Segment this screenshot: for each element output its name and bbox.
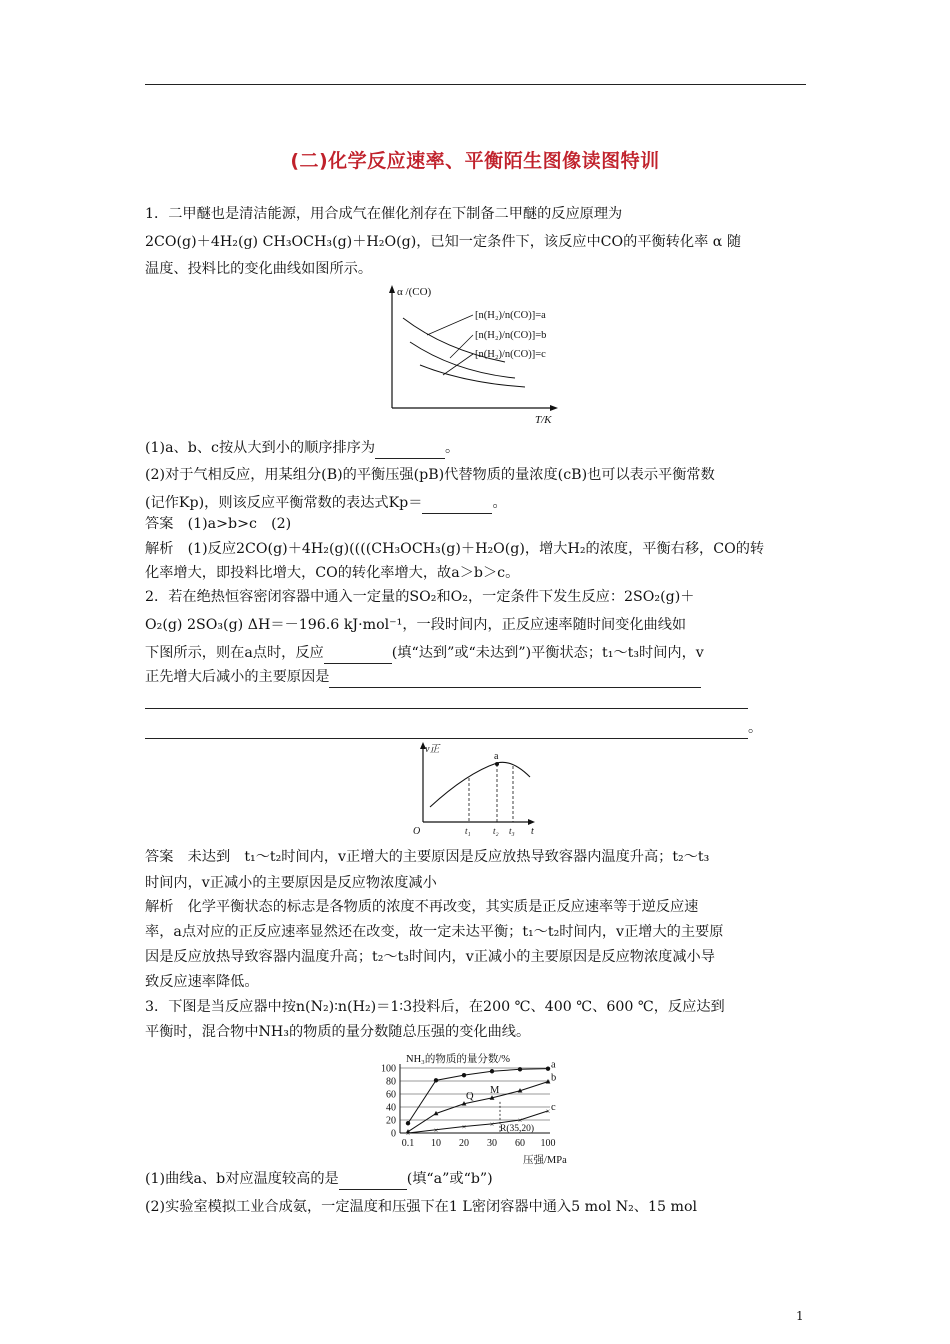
header-rule <box>145 84 806 85</box>
q2-fig-ylabel: v正 <box>425 744 440 755</box>
q1-sub-2b: (记作Kp)，则该反应平衡常数的表达式Kp＝ 。 <box>145 493 507 514</box>
q1-fig-label-b: [n(H₂)/n(CO)]=b <box>475 330 547 341</box>
q1-curve-b <box>410 342 515 378</box>
q1-sub-2a: (2)对于气相反应，用某组分(B)的平衡压强(pB)代替物质的量浓度(cB)也可以表示平衡常数 <box>145 467 715 483</box>
chart-ytick-label: 40 <box>386 1102 396 1114</box>
q2-answer-2: 时间内，v正减小的主要原因是反应物浓度减小 <box>145 875 437 891</box>
q1-answer: 答案 (1)a>b>c (2) <box>145 516 292 532</box>
q2-line-1: 2．若在绝热恒容密闭容器中通入一定量的SO₂和O₂，一定条件下发生反应：2SO₂(g)＋ <box>145 589 695 605</box>
q2-line-2: O₂(g) 2SO₃(g) ΔH＝－196.6 kJ·mol⁻¹，一段时间内，正反应速率随时间变化曲线如 <box>145 617 687 633</box>
chart-xtick-label: 100 <box>540 1138 556 1149</box>
svg-text:a: a <box>494 751 499 762</box>
chart-point: × <box>489 1119 495 1129</box>
chart-ytick-label: 60 <box>386 1089 396 1101</box>
chart-point <box>462 1073 466 1077</box>
chart-point: × <box>545 1106 551 1116</box>
q2-explain-2: 率，a点对应的正反应速率显然还在改变，故一定未达平衡；t₁～t₂时间内，v正增大的主要原 <box>145 924 724 940</box>
chart-xtick-label: 10 <box>431 1138 441 1149</box>
chart-annot-r: R(35,20) <box>500 1124 535 1134</box>
q2-fig-t2: t₂ <box>493 826 499 836</box>
chart-point <box>406 1121 410 1125</box>
chart-ytick-label: 0 <box>391 1128 396 1140</box>
q2-figure <box>405 740 545 844</box>
chart-ytick-label: 20 <box>386 1115 396 1127</box>
q2-blank-3[interactable] <box>145 718 748 739</box>
svg-text:O: O <box>413 826 421 837</box>
chart-series-a <box>408 1069 548 1124</box>
chart-annot-m: M <box>490 1084 500 1096</box>
q2-rate-curve <box>430 762 530 807</box>
q1-fig-xlabel: T/K <box>535 414 552 426</box>
q1-blank-1[interactable] <box>375 438 445 459</box>
q2-explain-1: 解析 化学平衡状态的标志是各物质的浓度不再改变，其实质是正反应速率等于逆反应速 <box>145 899 699 915</box>
chart-xtick-label: 20 <box>459 1138 469 1149</box>
q1-fig-label-a: [n(H₂)/n(CO)]=a <box>475 310 546 321</box>
chart-ytick-label: 80 <box>386 1076 396 1088</box>
chart-point <box>518 1067 522 1071</box>
chart-point <box>490 1069 494 1073</box>
chart-xlabel: 压强/MPa <box>523 1155 567 1165</box>
chart-series-label: b <box>551 1072 557 1084</box>
q3-sub-1: (1)曲线a、b对应温度较高的是 (填“a”或“b”) <box>145 1169 493 1190</box>
q2-line-4: 正先增大后减小的主要原因是 <box>145 667 701 688</box>
chart-title: NH₃的物质的量分数/% <box>406 1054 510 1065</box>
chart-point: × <box>461 1122 467 1132</box>
page-title: (二)化学反应速率、平衡陌生图像读图特训 <box>290 150 660 172</box>
q2-fig-t3: t₃ <box>509 826 515 836</box>
chart-point <box>546 1066 550 1070</box>
q1-curve-c <box>420 365 525 387</box>
q3-line-2: 平衡时，混合物中NH₃的物质的量分数随总压强的变化曲线。 <box>145 1024 531 1040</box>
q1-blank-2[interactable] <box>422 493 492 514</box>
q3-sub-2: (2)实验室模拟工业合成氨，一定温度和压强下在1 L密闭容器中通入5 mol N₂、15 mol <box>145 1199 698 1215</box>
chart-xtick-label: 0.1 <box>401 1138 415 1149</box>
q2-blank-2[interactable] <box>329 667 701 688</box>
q1-explain-2: 化率增大，即投料比增大，CO的转化率增大，故a＞b＞c。 <box>145 565 520 581</box>
q1-fig-label-c: [n(H₂)/n(CO)]=c <box>475 349 546 360</box>
q1-figure <box>375 280 575 432</box>
q1-line-3: 温度、投料比的变化曲线如图所示。 <box>145 261 373 277</box>
q1-line-1: 1．二甲醚也是清洁能源，用合成气在催化剂存在下制备二甲醚的反应原理为 <box>145 206 623 222</box>
chart-ytick-label: 100 <box>381 1063 396 1075</box>
chart-point: × <box>517 1116 523 1125</box>
q2-line-3: 下图所示，则在a点时，反应 (填“达到”或“未达到”)平衡状态；t₁～t₃时间内，v <box>145 643 704 664</box>
chart-series-label: a <box>551 1059 556 1071</box>
chart-xtick-label: 30 <box>487 1138 497 1149</box>
q2-explain-4: 致反应速率降低。 <box>145 974 259 990</box>
q2-explain-3: 因是反应放热导致容器内温度升高；t₂～t₃时间内，v正减小的主要原因是反应物浓度减小导 <box>145 949 715 965</box>
q1-explain-1: 解析 (1)反应2CO(g)＋4H₂(g)((((CH₃OCH₃(g)＋H₂O(g)，增大H₂的浓度，平衡右移，CO的转 <box>145 541 765 557</box>
q3-blank-1[interactable] <box>339 1169 407 1190</box>
chart-point: × <box>405 1129 411 1138</box>
chart-series-label: c <box>551 1101 556 1113</box>
chart-point: × <box>433 1125 439 1135</box>
q2-fig-t1: t₁ <box>465 826 471 836</box>
q3-line-1: 3．下图是当反应器中按n(N₂)∶n(H₂)＝1∶3投料后，在200 ℃、400 ℃、600 ℃，反应达到 <box>145 999 725 1015</box>
svg-text:t: t <box>531 826 534 837</box>
q2-blank-1[interactable] <box>324 643 392 664</box>
q1-sub-1: (1)a、b、c按从大到小的顺序排序为 。 <box>145 438 459 459</box>
chart-xtick-label: 60 <box>515 1138 525 1149</box>
q3-chart <box>365 1050 585 1169</box>
q1-line-2: 2CO(g)＋4H₂(g) CH₃OCH₃(g)＋H₂O(g)，已知一定条件下，该反应中CO的平衡转化率 α 随 <box>145 234 742 250</box>
q2-answer-line-1[interactable] <box>145 692 748 709</box>
chart-point <box>434 1078 438 1082</box>
q1-fig-ylabel: α /(CO) <box>397 286 432 298</box>
chart-annot-q: Q <box>466 1090 474 1102</box>
q2-answer-1: 答案 未达到 t₁～t₂时间内，v正增大的主要原因是反应放热导致容器内温度升高；t₂～t₃ <box>145 849 710 865</box>
q2-answer-line-2: 。 <box>145 718 762 739</box>
page-number: 1 <box>796 1309 804 1323</box>
